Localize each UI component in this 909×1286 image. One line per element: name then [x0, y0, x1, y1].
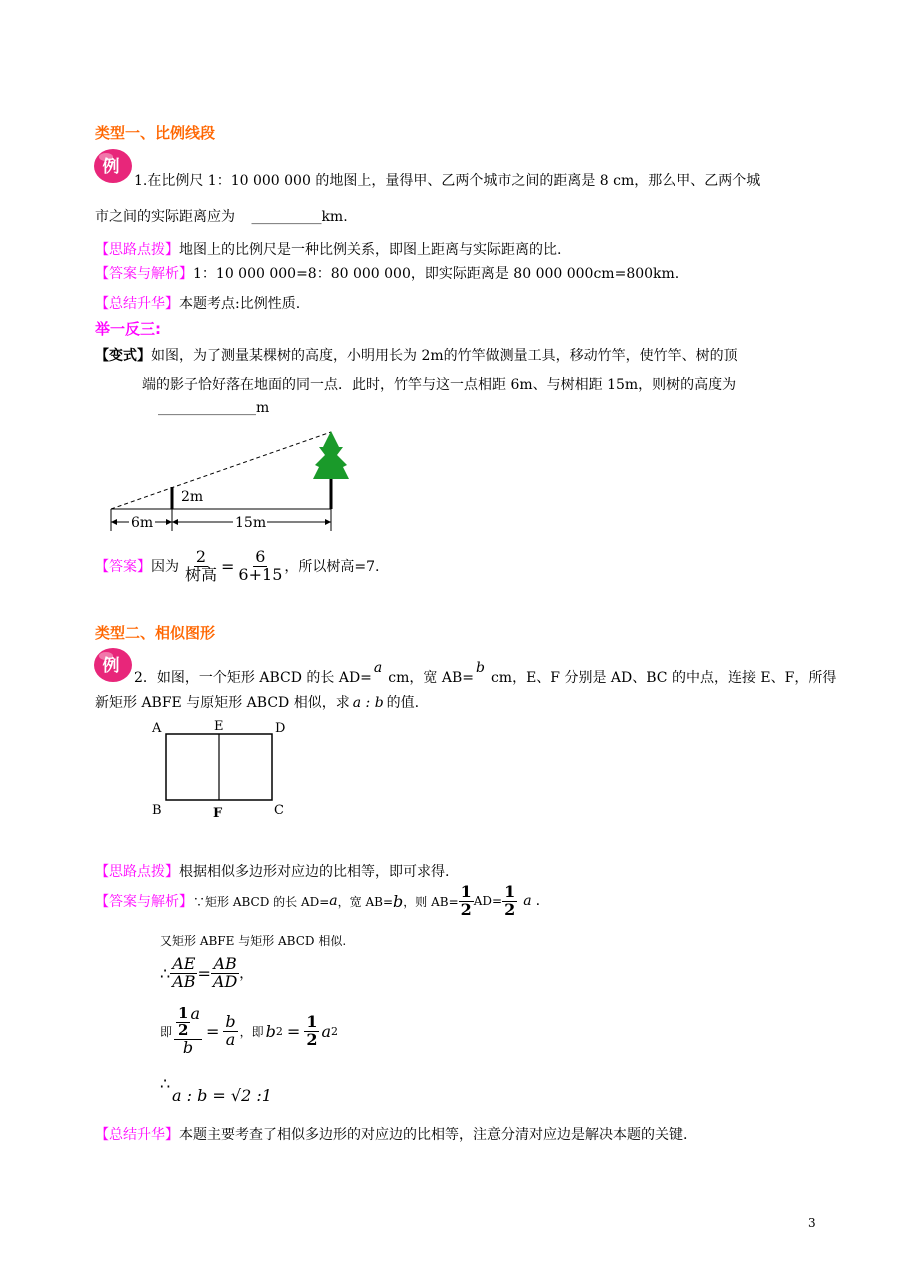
- ji-2: ，即: [239, 1024, 264, 1039]
- variant-text1: 如图，为了测量某棵树的高度，小明用长为 2m的竹竿做测量工具，移动竹竿，使竹竿、树的顶: [151, 348, 738, 364]
- answer2-tag: 【答案与解析】: [95, 894, 193, 911]
- q2-line2-a: 新矩形 ABFE 与原矩形 ABCD 相似，求: [95, 695, 350, 711]
- half-num: 1: [460, 882, 472, 901]
- hint2-tag: 【思路点拨】: [95, 864, 179, 880]
- eq-right-fraction: [236, 549, 284, 584]
- answer2-part5: a: [523, 893, 532, 910]
- f1-num: AE: [172, 954, 196, 973]
- sun-ray-line: [111, 432, 331, 509]
- eq-left-fraction: [183, 549, 219, 584]
- label-A: A: [152, 721, 162, 736]
- a-squared-base: a: [321, 1021, 332, 1041]
- f1-den: AB: [172, 971, 196, 991]
- summary1-text: 本题考点:比例性质.: [179, 296, 301, 312]
- eq-right-num: 6: [255, 547, 266, 566]
- summary2-tag: 【总结升华】: [95, 1127, 179, 1143]
- summary2: [95, 1124, 687, 1144]
- variant-line2: 端的影子恰好落在地面的同一点．此时，竹竿与这一点相距 6m、与树相距 15m，则树的高度为: [142, 377, 737, 393]
- a-squared-exp: 2: [331, 1024, 339, 1038]
- half2-den: 2: [504, 899, 516, 919]
- half2-num: 1: [504, 882, 516, 901]
- q2-ratio: a : b: [352, 695, 384, 711]
- ba-num: b: [225, 1011, 236, 1031]
- summary1: [95, 293, 300, 313]
- variant-title: 举一反三:: [95, 320, 161, 338]
- q2-line2: [95, 692, 419, 712]
- answer2: [95, 884, 540, 919]
- step4-result: a : b = √2 :1: [172, 1086, 272, 1105]
- ba-den: a: [225, 1029, 236, 1049]
- answer2-half: [459, 884, 474, 919]
- step2: [160, 956, 253, 991]
- pole-label: 2m: [181, 489, 204, 505]
- tree-shadow-figure: [105, 425, 365, 555]
- hint1-text: 地图上的比例尺是一种比例关系，即图上距离与实际距离的比.: [179, 242, 562, 258]
- fraction-b-a: [223, 1011, 237, 1049]
- q1-line2-text: 市之间的实际距离应为: [95, 209, 235, 225]
- answer2-b: b: [393, 891, 404, 911]
- hint2-text: 根据相似多边形对应边的比相等，即可求得.: [179, 864, 450, 880]
- tree-icon: [313, 431, 349, 479]
- step4-therefore: ∴: [160, 1074, 171, 1093]
- eq-right-den: 6+15: [238, 564, 283, 584]
- example-badge-2-icon: [92, 645, 138, 683]
- q2-part1: 2．如图，一个矩形 ABCD 的长 AD=: [134, 670, 372, 686]
- q1-blank: __________: [251, 209, 322, 225]
- q2-b: b: [475, 660, 485, 676]
- eq-sign-4: =: [286, 1021, 301, 1041]
- eq-left-den: 树高: [185, 564, 218, 584]
- fraction-AB-AD: [211, 956, 239, 991]
- answer2-part2: ，宽 AB=: [337, 894, 394, 909]
- dist1-label: 6m: [131, 515, 154, 531]
- answer1: [95, 263, 679, 283]
- example-badge-icon: [92, 146, 138, 184]
- f2-den: AD: [212, 971, 238, 991]
- comma: ，: [239, 966, 254, 983]
- label-B: B: [152, 803, 162, 818]
- eq-sign-2: =: [197, 963, 211, 983]
- label-E: E: [214, 719, 224, 734]
- section2-title: 类型二、相似图形: [95, 624, 216, 642]
- q1-line2: [95, 206, 348, 226]
- step3: [160, 1003, 339, 1057]
- page-number: 3: [808, 1216, 816, 1230]
- summary2-text: 本题主要考查了相似多边形的对应边的比相等，注意分清对应边是解决本题的关键.: [179, 1127, 688, 1143]
- answer2-part1: ∵矩形 ABCD 的长 AD=: [193, 894, 330, 909]
- badge2-label: 例: [102, 656, 120, 676]
- variant-answer-prefix: 因为: [151, 559, 179, 576]
- ji-1: 即: [160, 1024, 173, 1039]
- eq-left-num: 2: [195, 547, 207, 566]
- answer2-a: a: [329, 893, 338, 910]
- variant-blank: ______________: [158, 400, 256, 416]
- q1-line1: 1.在比例尺 1：10 000 000 的地图上，量得甲、乙两个城市之间的距离是 8 cm，那么甲、乙两个城: [134, 173, 761, 189]
- compound-num: [174, 1003, 202, 1040]
- variant-answer-tag: 【答案】: [95, 559, 151, 576]
- q2-line2-b: 的值.: [386, 695, 420, 711]
- inner-half: [176, 1006, 190, 1039]
- half-den: 2: [460, 899, 472, 919]
- hint1: [95, 239, 561, 259]
- inner-half-num: 1: [178, 1004, 189, 1022]
- q2-part3: cm，E、F 分别是 AD、BC 的中点，连接 E、F，所得: [490, 670, 837, 686]
- half3-den: 2: [306, 1029, 318, 1049]
- answer2-end: .: [535, 893, 541, 910]
- hint1-tag: 【思路点拨】: [95, 242, 179, 258]
- hint2: [95, 861, 449, 881]
- answer2-half2: [502, 884, 517, 919]
- half-3: [304, 1011, 319, 1049]
- label-F: F: [213, 806, 223, 821]
- label-D: D: [275, 721, 286, 736]
- variant-line1: [95, 345, 738, 365]
- section1-title: 类型一、比例线段: [95, 124, 216, 142]
- variant-unit: m: [256, 400, 270, 416]
- f2-num: AB: [213, 954, 237, 973]
- compound-fraction: [174, 1003, 202, 1057]
- b-squared-exp: 2: [275, 1024, 283, 1038]
- variant-answer: [95, 549, 379, 584]
- step1: 又矩形 ABFE 与矩形 ABCD 相似.: [160, 934, 347, 948]
- q2-a: a: [373, 660, 383, 676]
- q2-part2: cm，宽 AB=: [388, 670, 474, 686]
- label-C: C: [274, 803, 284, 818]
- answer2-part3: ，则 AB=: [403, 894, 459, 909]
- fraction-AE-AB: [170, 956, 197, 991]
- variant-answer-suffix: ，所以树高=7.: [284, 559, 380, 576]
- answer1-text: 1：10 000 000=8：80 000 000，即实际距离是 80 000 000cm=800km.: [193, 266, 680, 282]
- b-squared-base: b: [265, 1021, 276, 1041]
- variant-answer-blank: [158, 400, 269, 416]
- inner-a: a: [190, 1003, 200, 1023]
- compound-den: b: [182, 1037, 194, 1057]
- summary1-tag: 【总结升华】: [95, 296, 179, 312]
- eq-sign-3: =: [206, 1021, 220, 1041]
- therefore-1: ∴: [160, 963, 171, 983]
- dist2-label: 15m: [235, 515, 267, 531]
- q2-line1: [134, 660, 837, 687]
- eq-sign: =: [221, 556, 235, 576]
- half3-num: 1: [306, 1011, 318, 1031]
- rectangle-figure: [148, 718, 298, 823]
- inner-half-den: 2: [178, 1020, 189, 1039]
- answer2-part4: AD=: [473, 894, 503, 909]
- q1-unit: km.: [321, 209, 348, 225]
- answer1-tag: 【答案与解析】: [95, 266, 193, 282]
- badge-label: 例: [102, 157, 120, 177]
- variant-tag: 【变式】: [95, 348, 151, 364]
